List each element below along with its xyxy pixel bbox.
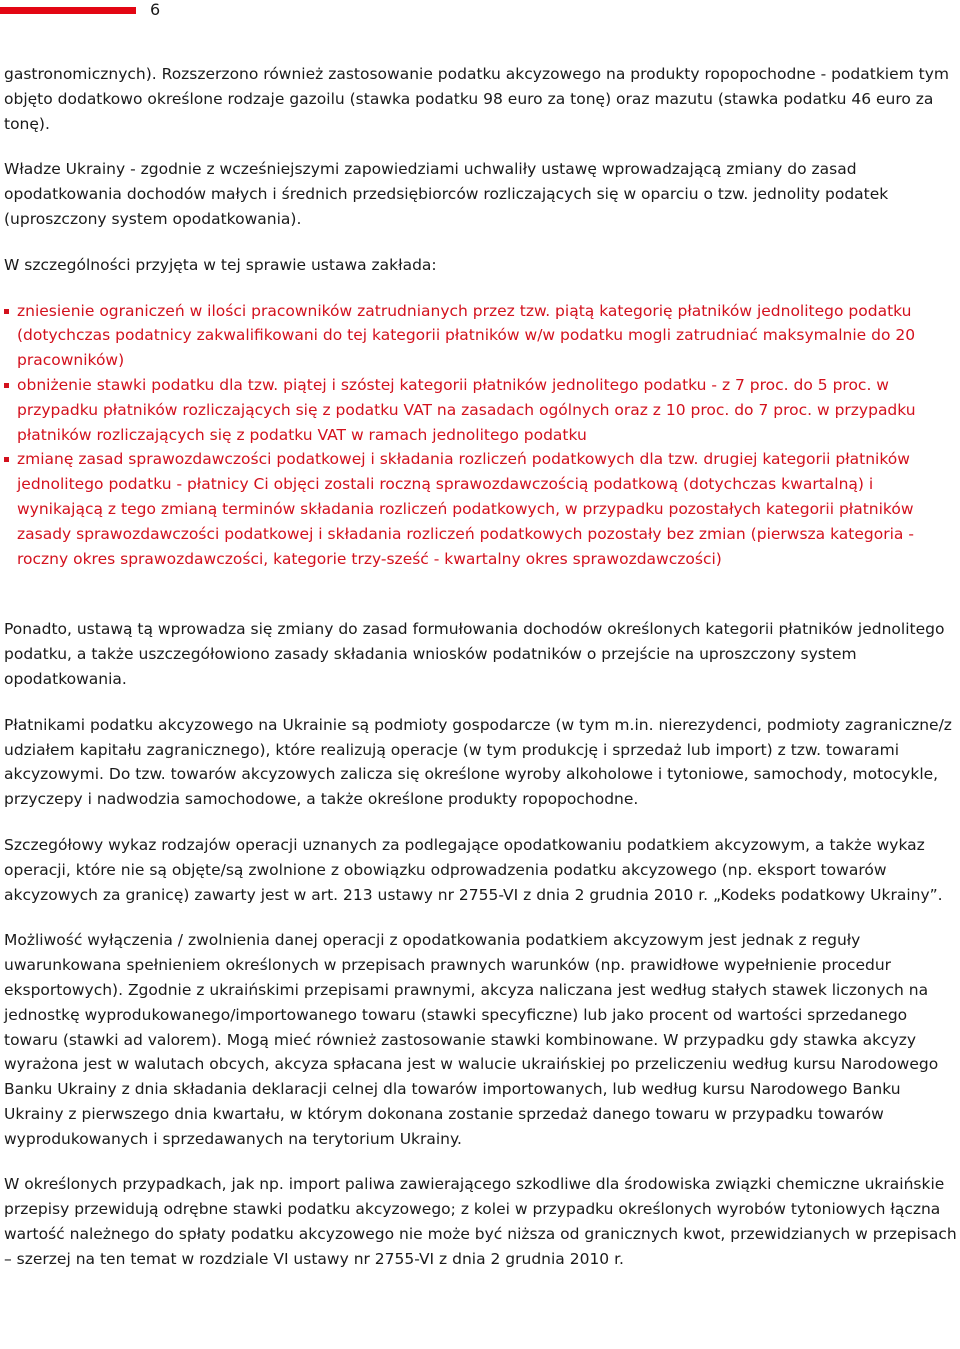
list-item: zniesienie ograniczeń w ilości pracowników zatrudnianych przez tzw. piątą kategorię płatników jednolitego podatku (dotychczas podatnicy zakwalifikowani do tej kategorii płatników w/w podatku mogli zatrudniać maksymalnie do 20 pracowników) [4,299,958,373]
paragraph-list-intro: W szczególności przyjęta w tej sprawie ustawa zakłada: [4,255,437,274]
document-body [4,62,958,1293]
paragraph-excise-payers: Płatnikami podatku akcyzowego na Ukrainie są podmioty gospodarcze (w tym m.in. nierezydenci, podmioty zagraniczne/z udziałem kapitału zagranicznego), które realizują operacje (w tym produkcję i sprzedaż lub import) z tzw. towarami akcyzowymi. Do tzw. towarów akcyzowych zalicza się określone wyroby alkoholowe i tytoniowe, samochody, motocykle, przyczepy i nadwodzia samochodowe, a także określone produkty ropopochodne. [4,715,952,809]
page-number: 6 [150,0,161,19]
paragraph-special-rates: W określonych przypadkach, jak np. import paliwa zawierającego szkodliwe dla środowiska związki chemiczne ukraińskie przepisy przewidują odrębne stawki podatku akcyzowego; z kolei w przypadku określonych wyrobów tytoniowych łączna wartość należnego do spłaty podatku akcyzowego nie może być niższa od granicznych kwot, przewidzianych w przepisach – szerzej na ten temat w rozdziale VI ustawy nr 2755-VI z dnia 2 grudnia 2010 r. [4,1175,957,1268]
paragraph-single-tax-law: Władze Ukrainy - zgodnie z wcześniejszymi zapowiedziami uchwaliły ustawę wprowadzającą zmiany do zasad opodatkowania dochodów małych i średnich przedsiębiorców rozliczających się w oparciu o tzw. jednolity podatek (uproszczony system opodatkowania). [4,160,889,228]
list-item: obniżenie stawki podatku dla tzw. piątej i szóstej kategorii płatników jednolitego podatku - z 7 proc. do 5 proc. w przypadku płatników rozliczających się z podatku VAT na zasadach ogólnych oraz z 10 proc. do 7 proc. w przypadku płatników rozliczających się z podatku VAT w ramach jednolitego podatku [4,373,958,447]
paragraph-income-rules: Ponadto, ustawą tą wprowadza się zmiany do zasad formułowania dochodów określonych kategorii płatników jednolitego podatku, a także uszczegółowiono zasady składania wniosków podatników o przejście na uproszczony system opodatkowania. [4,620,945,688]
paragraph-operations-list: Szczegółowy wykaz rodzajów operacji uznanych za podlegające opodatkowaniu podatkiem akcyzowym, a także wykaz operacji, które nie są objęte/są zwolnione z obowiązku odprowadzenia podatku akcyzowego (np. eksport towarów akcyzowych za granicę) zawarty jest w art. 213 ustawy nr 2755-VI z dnia 2 grudnia 2010 r. „Kodeks podatkowy Ukrainy”. [4,835,943,904]
list-item: zmianę zasad sprawozdawczości podatkowej i składania rozliczeń podatkowych dla tzw. drugiej kategorii płatników jednolitego podatku - płatnicy Ci objęci zostali roczną sprawozdawczością podatkową (dotychczas kwartalną) i wynikającą z tego zmianą terminów składania rozliczeń podatkowych, w przypadku pozostałych kategorii płatników zasady sprawozdawczości podatkowej i składania rozliczeń podatkowych pozostały bez zmian (pierwsza kategoria - roczny okres sprawozdawczości, kategorie trzy-sześć - kwartalny okres sprawozdawczości) [4,447,958,571]
paragraph-exemptions-rates: Możliwość wyłączenia / zwolnienia danej operacji z opodatkowania podatkiem akcyzowym jest jednak z reguły uwarunkowana spełnieniem określonych w przepisach prawnych warunków (np. prawidłowe wypełnienie procedur eksportowych). Zgodnie z ukraińskimi przepisami prawnymi, akcyza naliczana jest według stałych stawek liczonych na jednostkę wyprodukowanego/importowanego towaru (stawki specyficzne) lub jako procent od wartości sprzedanego towaru (stawki ad valorem). Mogą mieć również zastosowanie stawki kombinowane. W przypadku gdy stawka akcyzy wyrażona jest w walutach obcych, akcyza spłacana jest w walucie ukraińskiej po przeliczeniu według kursu Narodowego Banku Ukrainy z dnia składania deklaracji celnej dla towarów importowanych, lub według kursu Narodowego Banku Ukrainy z pierwszego dnia kwartału, w którym dokonana zostanie sprzedaż danego towaru w przypadku towarów wyprodukowanych i sprzedawanych na terytorium Ukrainy. [4,931,939,1148]
law-provisions-list [4,299,958,572]
paragraph-excise-fuels: gastronomicznych). Rozszerzono również zastosowanie podatku akcyzowego na produkty ropopochodne - podatkiem tym objęto dodatkowo określone rodzaje gazoilu (stawka podatku 98 euro za tonę) oraz mazutu (stawka podatku 46 euro za tonę). [4,65,950,133]
header-accent-bar [0,7,136,14]
page-header [0,0,960,24]
